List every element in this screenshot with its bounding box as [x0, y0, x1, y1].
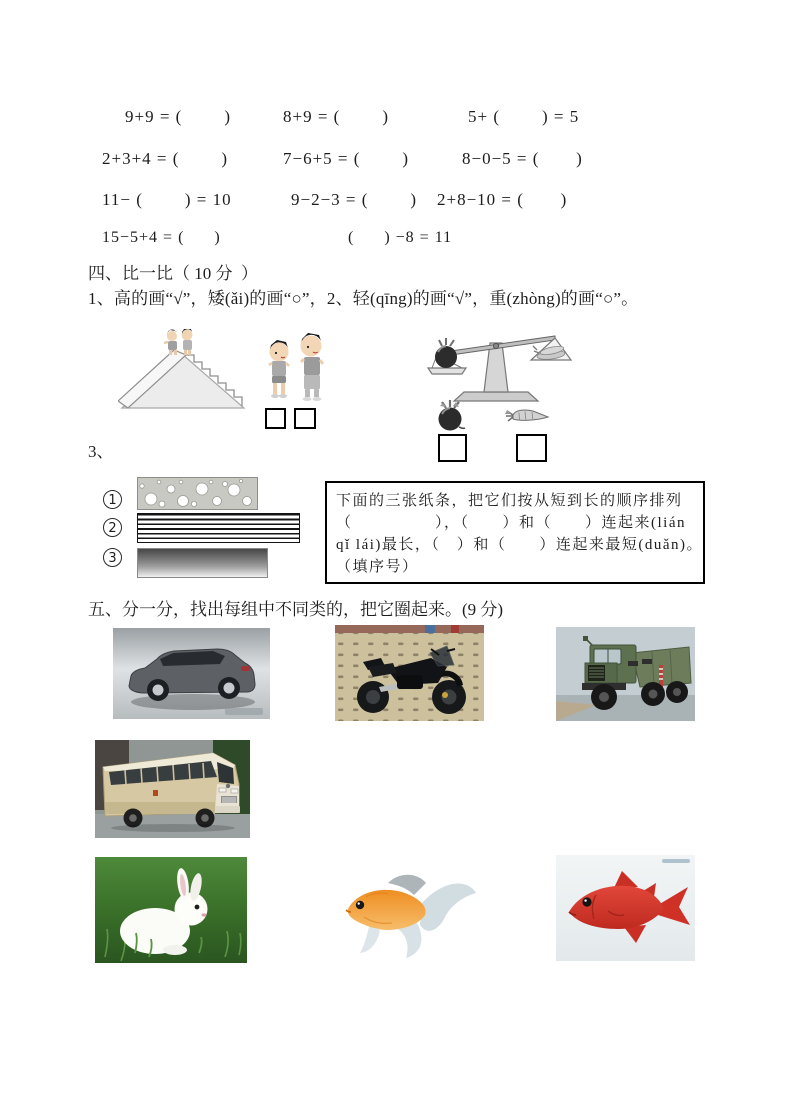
- question-3-instruction-box: [325, 481, 705, 584]
- instruction-line: （ ），（ ）和（ ）连起来(lián: [336, 515, 686, 531]
- balance-scale-image: [420, 330, 572, 408]
- suv-image: [113, 628, 270, 719]
- scale-pillar: [484, 343, 508, 392]
- turnip-image: [432, 399, 470, 432]
- kid-on-slide-right: [182, 329, 193, 355]
- equation: 7−6+5 = ( ): [283, 149, 410, 168]
- section-4-item-1: 1、高的画“√”，矮(ǎi)的画“○”，2、轻(qīng)的画“√”，重(zhòng)的画“○”。: [88, 289, 639, 308]
- red-fish-image: [556, 855, 695, 961]
- watermark: [662, 859, 690, 863]
- equation: 11− ( ) = 10: [102, 190, 232, 209]
- equation: 9−2−3 = ( ): [291, 190, 418, 209]
- section-4-title: 四、比一比（ 10 分 ）: [88, 264, 258, 283]
- equation: 8+9 = ( ): [283, 107, 389, 126]
- equation: 9+9 = ( ): [125, 107, 231, 126]
- strip-number-3: 3: [103, 548, 122, 567]
- paper-strip-1-dotted: [137, 477, 258, 510]
- truck-image: [556, 627, 695, 721]
- equation: 8−0−5 = ( ): [462, 149, 583, 168]
- suv-taillight: [241, 666, 250, 671]
- instruction-line: 下面的三张纸条，把它们按从短到长的顺序排列: [336, 493, 683, 509]
- motorcycle-image: [335, 625, 484, 721]
- answer-box-short-child: [265, 408, 286, 429]
- equation: 5+ ( ) = 5: [468, 107, 580, 126]
- rabbit-image: [95, 857, 247, 963]
- equation: 2+8−10 = ( ): [437, 190, 568, 209]
- paper-strip-2-lined: [137, 513, 300, 543]
- carrot-image: [505, 406, 550, 425]
- short-child: [269, 340, 289, 398]
- standing-children-image: [262, 333, 334, 403]
- instruction-line: （填序号）: [336, 559, 419, 575]
- slide-kids-image: [118, 328, 256, 412]
- question-3-label: 3、: [88, 442, 114, 461]
- left-pan-with-turnip: [428, 338, 466, 374]
- answer-box-tall-child: [294, 408, 316, 429]
- bus-image: [95, 740, 250, 838]
- watermark: [225, 708, 263, 715]
- section-5-title: 五、分一分，找出每组中不同类的，把它圈起来。(9 分): [88, 600, 504, 619]
- kid-on-slide-left: [164, 329, 177, 355]
- answer-box-carrot: [516, 434, 547, 462]
- strip-number-1: 1: [103, 490, 122, 509]
- equation: 15−5+4 = ( ): [102, 229, 221, 246]
- goldfish-image: [330, 853, 480, 961]
- tall-child: [301, 333, 324, 401]
- answer-box-turnip: [438, 434, 467, 462]
- equation: 2+3+4 = ( ): [102, 149, 229, 168]
- paper-strip-3-gradient: [137, 548, 268, 578]
- equation: ( ) −8 = 11: [348, 229, 453, 246]
- instruction-line: qǐ lái)最长，（ ）和（ ）连起来最短(duǎn)。: [336, 537, 704, 553]
- strip-number-2: 2: [103, 518, 122, 537]
